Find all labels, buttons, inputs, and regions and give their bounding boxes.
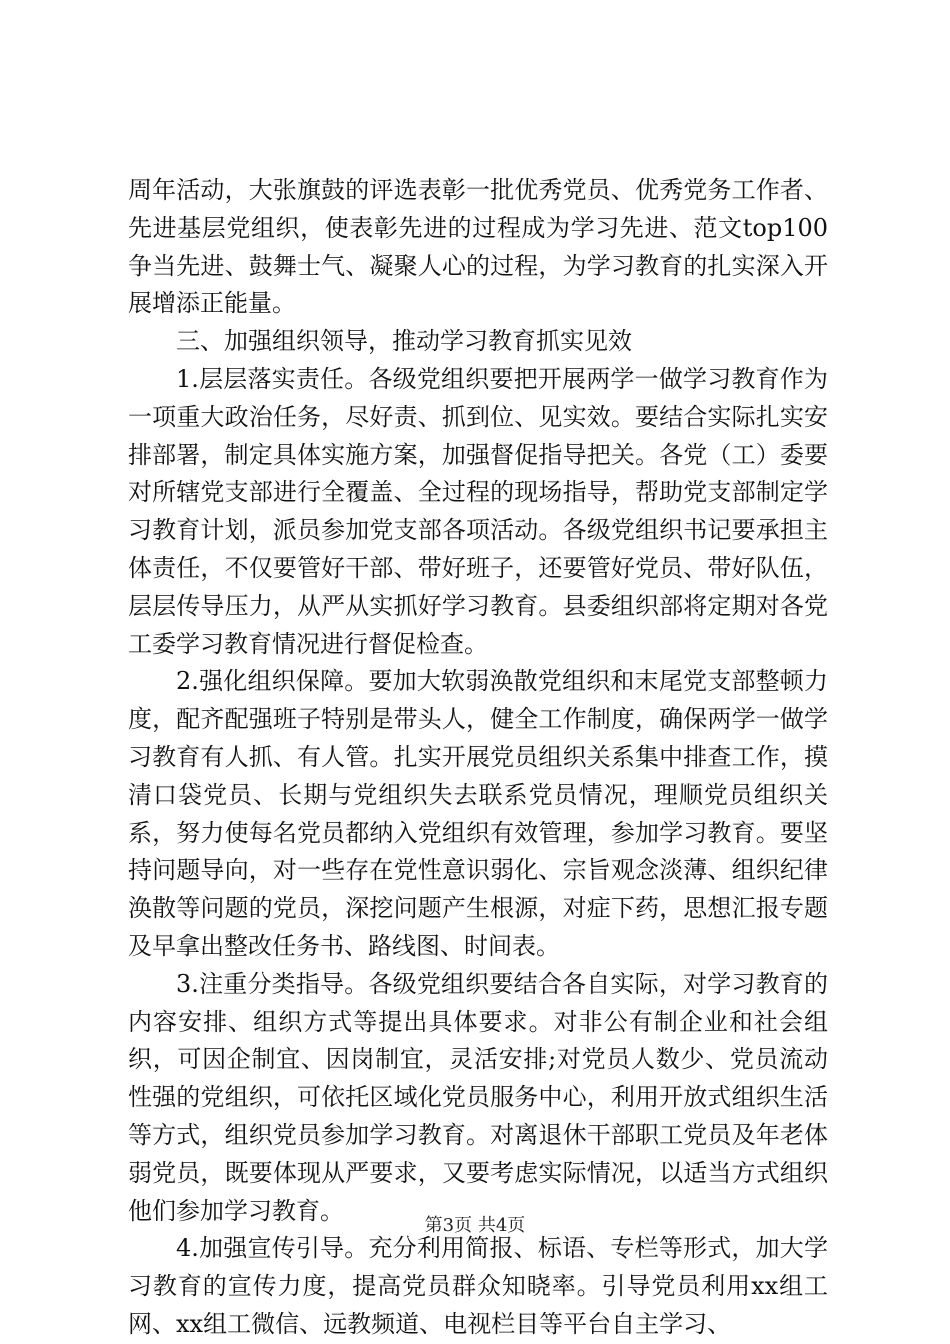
paragraph-item-1: 1.层层落实责任。各级党组织要把开展两学一做学习教育作为一项重大政治任务，尽好责、抓到位、见实效。要结合实际扎实安排部署，制定具体实施方案，加强督促指导把关。各党（工）委要对所辖党支部进行全覆盖、全过程的现场指导，帮助党支部制定学习教育计划，派员参加党支部各项活动。各级党组织书记要承担主体责任，不仅要管好干部、带好班子，还要管好党员、带好队伍，层层传导压力，从严从实抓好学习教育。县委组织部将定期对各党工委学习教育情况进行督促检查。 bbox=[128, 364, 828, 658]
paragraph-item-2: 2.强化组织保障。要加大软弱涣散党组织和末尾党支部整顿力度，配齐配强班子特别是带头人，健全工作制度，确保两学一做学习教育有人抓、有人管。扎实开展党员组织关系集中排查工作，摸清口袋党员、长期与党组织失去联系党员情况，理顺党员组织关系，努力使每名党员都纳入党组织有效管理，参加学习教育。要坚持问题导向，对一些存在党性意识弱化、宗旨观念淡薄、组织纪律涣散等问题的党员，深挖问题产生根源，对症下药，思想汇报专题及早拿出整改任务书、路线图、时间表。 bbox=[128, 667, 828, 960]
document-body bbox=[128, 172, 828, 1344]
paragraph-item-3: 3.注重分类指导。各级党组织要结合各自实际，对学习教育的内容安排、组织方式等提出具体要求。对非公有制企业和社会组织，可因企制宜、因岗制宜，灵活安排;对党员人数少、党员流动性强的党组织，可依托区域化党员服务中心，利用开放式组织生活等方式，组织党员参加学习教育。对离退休干部职工党员及年老体弱党员，既要体现从严要求，又要考虑实际情况，以适当方式组织他们参加学习教育。 bbox=[128, 969, 828, 1225]
page-footer: 第3页 共4页 bbox=[424, 1215, 526, 1236]
paragraph-intro-continued: 周年活动，大张旗鼓的评选表彰一批优秀党员、优秀党务工作者、先进基层党组织，使表彰先进的过程成为学习先进、范文top100争当先进、鼓舞士气、凝聚人心的过程，为学习教育的扎实深入开展增添正能量。 bbox=[128, 176, 828, 318]
paragraph-item-4: 4.加强宣传引导。充分利用简报、标语、专栏等形式，加大学习教育的宣传力度，提高党员群众知晓率。引导党员利用xx组工网、xx组工微信、远教频道、电视栏目等平台自主学习、 bbox=[128, 1234, 828, 1338]
section-heading-3: 三、加强组织领导，推动学习教育抓实见效 bbox=[176, 327, 632, 356]
